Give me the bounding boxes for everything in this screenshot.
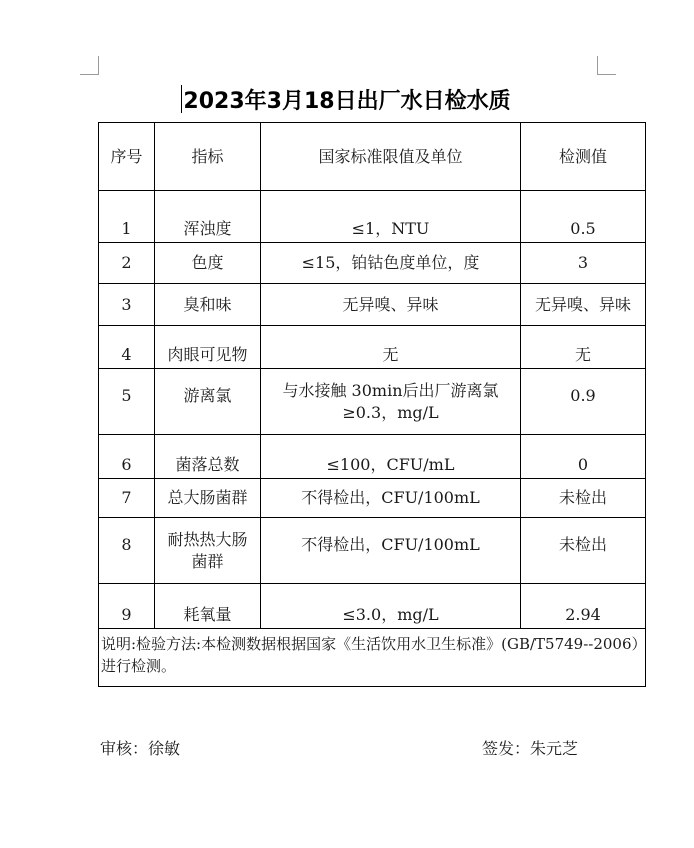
note-row [99,629,646,687]
method-note[interactable]: 说明:检验方法:本检测数据根据国家《生活饮用水卫生标准》(GB/T5749--2006）进行检测。 [99,629,646,687]
value-cell[interactable]: 未检出 [521,518,646,584]
water-quality-table [98,122,646,687]
row-number[interactable]: 9 [99,584,155,629]
row-number[interactable]: 3 [99,284,155,326]
standard-cell[interactable]: ≤3.0，mg/L [261,584,521,629]
indicator-cell[interactable]: 菌落总数 [155,435,261,479]
value-cell[interactable]: 0.9 [521,369,646,435]
header-cell[interactable]: 检测值 [521,123,646,191]
table-row [99,191,646,243]
table-row [99,284,646,326]
table-row [99,243,646,284]
indicator-cell[interactable]: 耗氧量 [155,584,261,629]
table-header-row [99,123,646,191]
standard-cell[interactable]: ≤100，CFU/mL [261,435,521,479]
indicator-cell[interactable]: 臭和味 [155,284,261,326]
value-cell[interactable]: 3 [521,243,646,284]
table-row [99,479,646,518]
indicator-cell[interactable]: 色度 [155,243,261,284]
value-cell[interactable]: 2.94 [521,584,646,629]
table-row [99,369,646,435]
page-corner-mark-right [597,56,616,75]
value-cell[interactable]: 无异嗅、异味 [521,284,646,326]
header-cell[interactable]: 序号 [99,123,155,191]
standard-cell[interactable]: 不得检出，CFU/100mL [261,518,521,584]
indicator-cell[interactable]: 肉眼可见物 [155,326,261,369]
indicator-cell[interactable]: 耐热热大肠菌群 [155,518,261,584]
row-number[interactable]: 5 [99,369,155,435]
row-number[interactable]: 6 [99,435,155,479]
row-number[interactable]: 2 [99,243,155,284]
standard-cell[interactable]: 无异嗅、异味 [261,284,521,326]
table-row [99,518,646,584]
table-row [99,435,646,479]
table-row [99,326,646,369]
value-cell[interactable]: 0 [521,435,646,479]
row-number[interactable]: 7 [99,479,155,518]
standard-cell[interactable]: 不得检出，CFU/100mL [261,479,521,518]
row-number[interactable]: 4 [99,326,155,369]
table-row [99,584,646,629]
value-cell[interactable]: 未检出 [521,479,646,518]
header-cell[interactable]: 指标 [155,123,261,191]
document-title[interactable]: 2023年3月18日出厂水日检水质 [183,89,511,114]
indicator-cell[interactable]: 总大肠菌群 [155,479,261,518]
issuer-signature[interactable]: 签发：朱元芝 [482,739,579,758]
indicator-cell[interactable]: 浑浊度 [155,191,261,243]
standard-cell[interactable]: 无 [261,326,521,369]
standard-cell[interactable]: ≤15，铂钴色度单位，度 [261,243,521,284]
standard-cell[interactable]: ≤1，NTU [261,191,521,243]
indicator-cell[interactable]: 游离氯 [155,369,261,435]
reviewer-signature[interactable]: 审核：徐敏 [100,739,181,758]
header-cell[interactable]: 国家标准限值及单位 [261,123,521,191]
row-number[interactable]: 1 [99,191,155,243]
value-cell[interactable]: 0.5 [521,191,646,243]
standard-cell[interactable]: 与水接触 30min后出厂游离氯≥0.3，mg/L [261,369,521,435]
row-number[interactable]: 8 [99,518,155,584]
value-cell[interactable]: 无 [521,326,646,369]
page-corner-mark-left [80,56,99,75]
